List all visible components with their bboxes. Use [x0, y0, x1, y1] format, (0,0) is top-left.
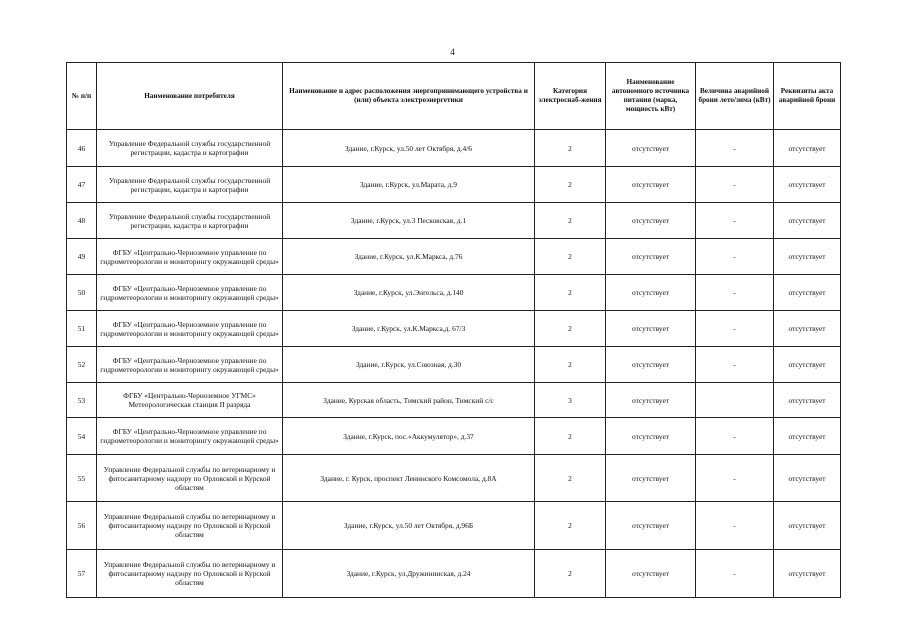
table-row: [67, 130, 841, 167]
cell-num: 49: [67, 239, 97, 275]
cell-category: 2: [535, 239, 606, 275]
cell-consumer: Управление Федеральной службы государственной регистрации, кадастра и картографии: [97, 167, 283, 203]
cell-num: 50: [67, 275, 97, 311]
header-address: Наименование и адрес расположения энергопринимающего устройства и (или) объекта электроэнергетики: [283, 63, 535, 130]
cell-reserve: -: [696, 239, 774, 275]
consumers-table: [66, 62, 841, 598]
cell-category: 2: [535, 418, 606, 455]
cell-address: Здание, г.Курск, ул.Союзная, д.30: [283, 347, 535, 383]
cell-consumer: Управление Федеральной службы государственной регистрации, кадастра и картографии: [97, 130, 283, 167]
cell-category: 2: [535, 311, 606, 347]
cell-power-source: отсутствует: [606, 275, 696, 311]
cell-num: 47: [67, 167, 97, 203]
cell-power-source: отсутствует: [606, 239, 696, 275]
cell-act: отсутствует: [774, 203, 841, 239]
cell-power-source: отсутствует: [606, 167, 696, 203]
cell-reserve: -: [696, 275, 774, 311]
cell-act: отсутствует: [774, 167, 841, 203]
cell-reserve: [696, 383, 774, 418]
cell-num: 53: [67, 383, 97, 418]
cell-act: отсутствует: [774, 502, 841, 550]
cell-consumer: ФГБУ «Центрально-Черноземное управление по гидрометеорологии и мониторингу окружающей среды»: [97, 239, 283, 275]
table-row: [67, 550, 841, 598]
cell-category: 2: [535, 550, 606, 598]
cell-reserve: -: [696, 203, 774, 239]
cell-act: отсутствует: [774, 239, 841, 275]
table-header-row: [67, 63, 841, 130]
table-row: [67, 239, 841, 275]
cell-address: Здание, г.Курск, ул.Энгельса, д.140: [283, 275, 535, 311]
cell-address: Здание, Курская область, Тимский район, Тимский с/с: [283, 383, 535, 418]
cell-reserve: -: [696, 130, 774, 167]
cell-address: Здание, г.Курск, ул.Дружининская, д.24: [283, 550, 535, 598]
cell-act: отсутствует: [774, 550, 841, 598]
table-row: [67, 502, 841, 550]
cell-num: 51: [67, 311, 97, 347]
cell-address: Здание, г.Курск, пос.«Аккумулятор», д.37: [283, 418, 535, 455]
cell-num: 46: [67, 130, 97, 167]
cell-category: 2: [535, 130, 606, 167]
cell-power-source: отсутствует: [606, 130, 696, 167]
cell-consumer: ФГБУ «Центрально-Черноземное управление по гидрометеорологии и мониторингу окружающей среды»: [97, 275, 283, 311]
cell-address: Здание, г.Курск, ул.Марата, д.9: [283, 167, 535, 203]
cell-address: Здание, г.Курск, ул.50 лет Октября, д.4/6: [283, 130, 535, 167]
table-row: [67, 311, 841, 347]
cell-num: 52: [67, 347, 97, 383]
cell-reserve: -: [696, 455, 774, 502]
cell-address: Здание, г. Курск, проспект Ленинского Комсомола, д.8А: [283, 455, 535, 502]
cell-reserve: -: [696, 167, 774, 203]
cell-power-source: отсутствует: [606, 383, 696, 418]
cell-power-source: отсутствует: [606, 550, 696, 598]
cell-category: 2: [535, 455, 606, 502]
cell-power-source: отсутствует: [606, 311, 696, 347]
cell-reserve: -: [696, 311, 774, 347]
cell-category: 3: [535, 383, 606, 418]
header-consumer: Наименование потребителя: [97, 63, 283, 130]
table-row: [67, 167, 841, 203]
header-category: Категория электроснаб-жения: [535, 63, 606, 130]
cell-num: 56: [67, 502, 97, 550]
cell-power-source: отсутствует: [606, 347, 696, 383]
table-row: [67, 275, 841, 311]
cell-consumer: Управление Федеральной службы по ветеринарному и фитосанитарному надзору по Орловской и Курской областям: [97, 455, 283, 502]
header-act: Реквизиты акта аварийной брони: [774, 63, 841, 130]
table-row: [67, 383, 841, 418]
cell-power-source: отсутствует: [606, 455, 696, 502]
cell-act: отсутствует: [774, 130, 841, 167]
cell-category: 2: [535, 347, 606, 383]
cell-num: 48: [67, 203, 97, 239]
cell-reserve: -: [696, 502, 774, 550]
cell-consumer: Управление Федеральной службы государственной регистрации, кадастра и картографии: [97, 203, 283, 239]
cell-address: Здание, г.Курск, ул.К.Маркса, д.76: [283, 239, 535, 275]
cell-act: отсутствует: [774, 383, 841, 418]
cell-num: 55: [67, 455, 97, 502]
table-row: [67, 418, 841, 455]
table-row: [67, 347, 841, 383]
cell-address: Здание, г.Курск, ул.50 лет Октября, д.96Б: [283, 502, 535, 550]
header-reserve: Величина аварийной брони лето/зима (кВт): [696, 63, 774, 130]
cell-category: 2: [535, 167, 606, 203]
table-row: [67, 455, 841, 502]
cell-consumer: Управление Федеральной службы по ветеринарному и фитосанитарному надзору по Орловской и Курской областям: [97, 502, 283, 550]
header-num: № п/п: [67, 63, 97, 130]
header-power-source: Наименование автономного источника питания (марка, мощность кВт): [606, 63, 696, 130]
table-body: [67, 130, 841, 598]
cell-act: отсутствует: [774, 275, 841, 311]
cell-act: отсутствует: [774, 455, 841, 502]
cell-category: 2: [535, 502, 606, 550]
cell-consumer: ФГБУ «Центрально-Черноземное управление по гидрометеорологии и мониторингу окружающей среды»: [97, 347, 283, 383]
cell-address: Здание, г.Курск, ул.3 Песковская, д.1: [283, 203, 535, 239]
cell-address: Здание, г.Курск, ул.К.Маркса,д. 67/3: [283, 311, 535, 347]
table-row: [67, 203, 841, 239]
page-number: 4: [450, 47, 455, 57]
cell-consumer: Управление Федеральной службы по ветеринарному и фитосанитарному надзору по Орловской и Курской областям: [97, 550, 283, 598]
cell-power-source: отсутствует: [606, 418, 696, 455]
cell-category: 2: [535, 203, 606, 239]
cell-num: 57: [67, 550, 97, 598]
cell-power-source: отсутствует: [606, 502, 696, 550]
cell-power-source: отсутствует: [606, 203, 696, 239]
cell-consumer: ФГБУ «Центрально-Черноземное управление по гидрометеорологии и мониторингу окружающей среды»: [97, 418, 283, 455]
cell-act: отсутствует: [774, 418, 841, 455]
cell-num: 54: [67, 418, 97, 455]
cell-act: отсутствует: [774, 347, 841, 383]
cell-reserve: -: [696, 418, 774, 455]
cell-consumer: ФГБУ «Центрально-Черноземное УГМС» Метеорологическая станция II разряда: [97, 383, 283, 418]
cell-reserve: -: [696, 347, 774, 383]
cell-category: 2: [535, 275, 606, 311]
cell-reserve: -: [696, 550, 774, 598]
cell-act: отсутствует: [774, 311, 841, 347]
cell-consumer: ФГБУ «Центрально-Черноземное управление по гидрометеорологии и мониторингу окружающей среды»: [97, 311, 283, 347]
